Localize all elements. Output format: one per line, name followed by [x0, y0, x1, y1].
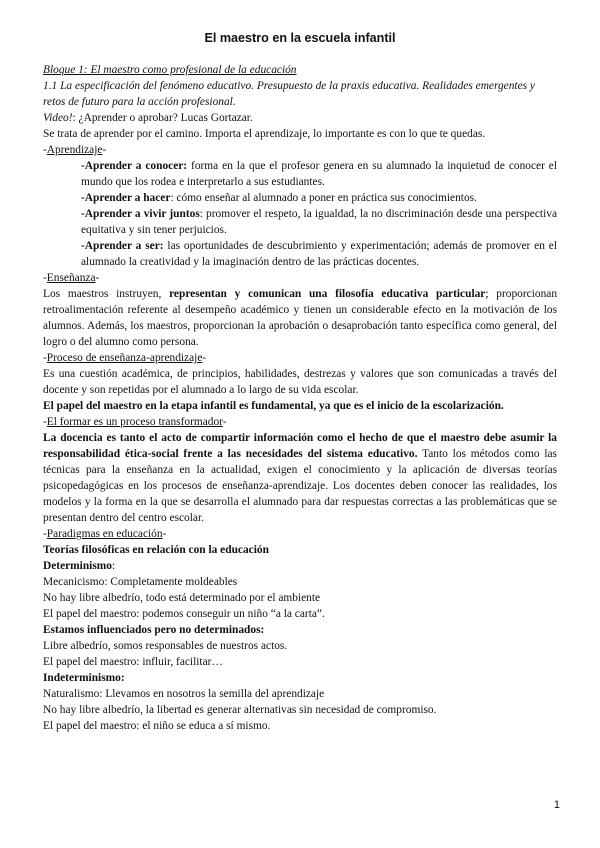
video-line [43, 110, 557, 126]
intro-paragraph: Se trata de aprender por el camino. Importa el aprendizaje, lo importante es con lo que te quedas. [43, 128, 486, 140]
proceso-paragraph: Es una cuestión académica, de principios, habilidades, destrezas y valores que son comunicadas a través del docente y son repetidas por el alumnado a lo largo de su vida escolar. [43, 368, 557, 396]
block-heading: Bloque 1: El maestro como profesional de la educación [43, 64, 297, 76]
document-title: El maestro en la escuela infantil [204, 31, 396, 45]
indeterminismo-heading: Indeterminismo: [43, 672, 125, 684]
text-line: No hay libre albedrío, todo está determinado por el ambiente [43, 592, 321, 604]
item-term: -Aprender a ser: [81, 240, 164, 252]
formar-paragraph: La docencia es tanto el acto de compartir información como el hecho de que el maestro debe asumir la responsabilidad ética-social frente a las necesidades del sistema educativo. Tanto los métodos como las técnicas para la enseñanza en la actualidad, exigen el conocimiento y la aplicación de diversas teorías psicopedagógicas en los procesos de enseñanza-aprendizaje. Los docentes deben conocer las realidades, los modelos y la forma en la que se desarrolla el alumnado para dar respuestas correctas a las problemáticas que se presentan dentro del centro escolar. [43, 432, 557, 524]
text-line: El papel del maestro: podemos conseguir un niño “a la carta”. [43, 608, 325, 620]
page-number: 1 [553, 799, 560, 811]
item-text: las oportunidades de descubrimiento y experimentación; además de promover en el alumnado la creatividad y la imaginación dentro de las prácticas docentes. [81, 240, 557, 268]
section-heading-paradigmas: -Paradigmas en educación- [43, 528, 167, 540]
list-item [43, 238, 557, 270]
video-text: : ¿Aprender o aprobar? Lucas Gortazar. [72, 112, 253, 124]
text-line: El papel del maestro: el niño se educa a sí mismo. [43, 720, 271, 732]
section-heading-aprendizaje: -Aprendizaje- [43, 144, 107, 156]
section-heading-proceso: -Proceso de enseñanza-aprendizaje- [43, 352, 207, 364]
bold-statement: El papel del maestro en la etapa infantil es fundamental, ya que es el inicio de la escolarización. [43, 400, 504, 412]
subsection-heading: 1.1 La especificación del fenómeno educativo. Presupuesto de la praxis educativa. Realidades emergentes y retos de futuro para la acción profesional. [43, 80, 535, 108]
teorias-heading: Teorías filosóficas en relación con la educación [43, 544, 269, 556]
item-term: -Aprender a conocer: [81, 160, 188, 172]
section-heading-ensenanza: -Enseñanza- [43, 272, 100, 284]
text-line: El papel del maestro: influir, facilitar… [43, 656, 223, 668]
document-body [43, 62, 557, 734]
list-item [43, 158, 557, 190]
item-term: -Aprender a hacer [81, 192, 171, 204]
item-text: : promover el respeto, la igualdad, la no discriminación desde una perspectiva equitativa y sin tener perjuicios. [81, 208, 558, 236]
text-line: Naturalismo: Llevamos en nosotros la semilla del aprendizaje [43, 688, 325, 700]
ensenanza-paragraph: Los maestros instruyen, representan y comunican una filosofía educativa particular; proporcionan retroalimentación referente al desempeño académico y tienen un considerable efecto en la motivación de los alumnos. Además, los maestros, proporcionan la aprobación o desaprobación tanto específica como general, del logro o del alumno como persona. [43, 288, 558, 348]
text-line: Libre albedrío, somos responsables de nuestros actos. [43, 640, 288, 652]
video-label: Video! [43, 112, 73, 124]
item-text: forma en la que el profesor genera en su alumnado la inquietud de conocer el mundo que los rodea e interpretarlo a sus estudiantes. [81, 160, 558, 188]
item-term: -Aprender a vivir juntos [81, 208, 200, 220]
determinismo-heading: Determinismo: [43, 560, 116, 572]
influenciados-heading: Estamos influenciados pero no determinados: [43, 624, 265, 636]
item-text: : cómo enseñar al alumnado a poner en práctica sus conocimientos. [170, 192, 477, 204]
section-heading-formar: -El formar es un proceso transformador- [43, 416, 227, 428]
text-line: Mecanicismo: Completamente moldeables [43, 576, 238, 588]
list-item [43, 206, 557, 238]
text-line: No hay libre albedrío, la libertad es generar alternativas sin necesidad de compromiso. [43, 704, 437, 716]
list-item [43, 190, 557, 206]
